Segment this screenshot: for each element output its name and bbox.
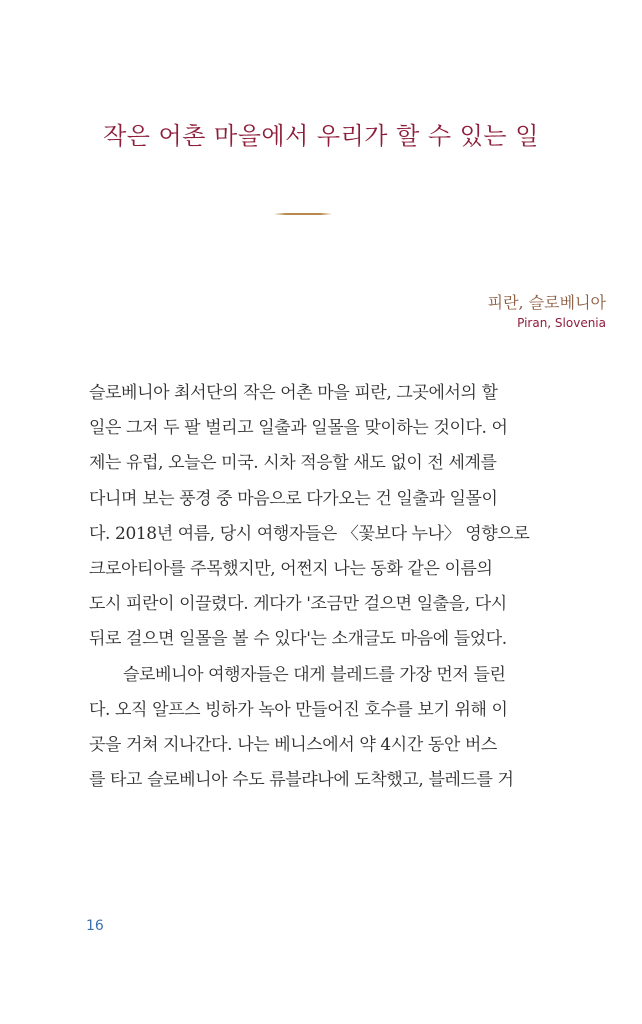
location-english: Piran, Slovenia xyxy=(517,316,606,330)
location-korean: 피란, 슬로베니아 xyxy=(487,293,606,312)
body-line-paragraph-start: 슬로베니아 여행자들은 대게 블레드를 가장 먼저 들린 xyxy=(123,664,506,685)
body-line: 크로아티아를 주목했지만, 어쩐지 나는 동화 같은 이름의 xyxy=(89,558,493,579)
page-number: 16 xyxy=(86,918,104,934)
body-line: 일은 그저 두 팔 벌리고 일출과 일몰을 맞이하는 것이다. 어 xyxy=(89,418,508,439)
body-line: 다. 오직 알프스 빙하가 녹아 만들어진 호수를 보기 위해 이 xyxy=(89,699,508,720)
chapter-title: 작은 어촌 마을에서 우리가 할 수 있는 일 xyxy=(103,122,539,150)
title-divider xyxy=(274,213,332,215)
body-line: 다. 2018년 여름, 당시 여행자들은 〈꽃보다 누나〉 영향으로 xyxy=(89,523,530,544)
body-text xyxy=(89,376,609,798)
body-line: 다니며 보는 풍경 중 마음으로 다가오는 건 일출과 일몰이 xyxy=(89,488,498,509)
body-line: 곳을 거쳐 지나간다. 나는 베니스에서 약 4시간 동안 버스 xyxy=(89,734,497,755)
body-line: 슬로베니아 최서단의 작은 어촌 마을 피란, 그곳에서의 할 xyxy=(89,383,498,403)
body-line: 도시 피란이 이끌렸다. 게다가 '조금만 걸으면 일출을, 다시 xyxy=(89,594,507,615)
body-line: 제는 유럽, 오늘은 미국. 시차 적응할 새도 없이 전 세계를 xyxy=(89,453,497,474)
body-line: 를 타고 슬로베니아 수도 류블랴나에 도착했고, 블레드를 거 xyxy=(89,770,514,791)
body-line: 뒤로 걸으면 일몰을 볼 수 있다'는 소개글도 마음에 들었다. xyxy=(89,629,507,650)
